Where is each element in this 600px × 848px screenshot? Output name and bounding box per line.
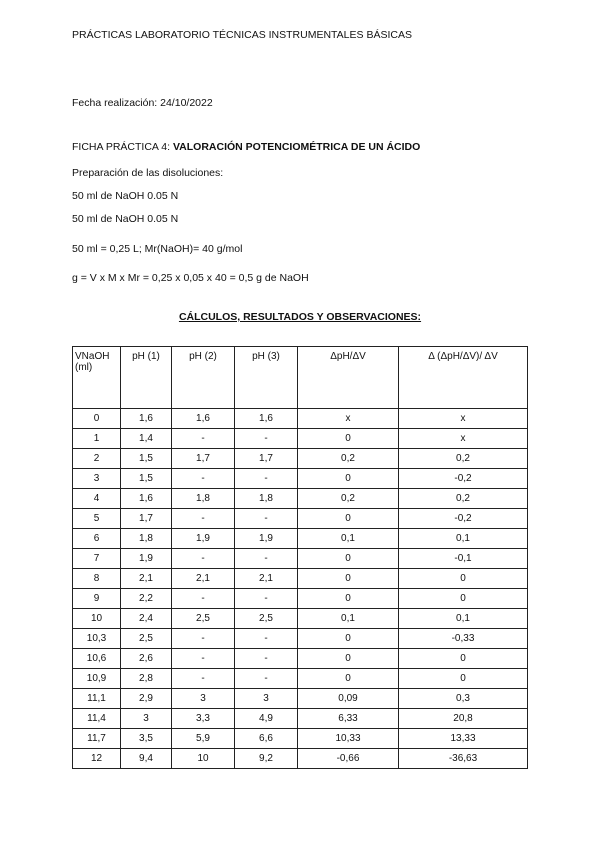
table-row — [73, 669, 528, 689]
table-cell: - — [235, 429, 298, 449]
prep-line-1: 50 ml de NaOH 0.05 N — [72, 190, 179, 202]
table-cell: - — [235, 509, 298, 529]
table-cell: 1,5 — [121, 449, 172, 469]
table-cell: -0,1 — [399, 549, 528, 569]
table-cell: x — [399, 409, 528, 429]
table-cell: -0,2 — [399, 509, 528, 529]
table-cell: 2,1 — [235, 569, 298, 589]
table-cell: - — [235, 469, 298, 489]
table-cell: 6 — [73, 529, 121, 549]
table-cell: 3 — [235, 689, 298, 709]
table-cell: 12 — [73, 749, 121, 769]
document-header: PRÁCTICAS LABORATORIO TÉCNICAS INSTRUMENTALES BÁSICAS — [72, 29, 412, 41]
date-line: Fecha realización: 24/10/2022 — [72, 97, 213, 109]
table-cell: - — [172, 509, 235, 529]
table-row — [73, 529, 528, 549]
prep-line-4: g = V x M x Mr = 0,25 x 0,05 x 40 = 0,5 g de NaOH — [72, 272, 309, 284]
table-cell: 0 — [298, 649, 399, 669]
table-cell: 3,5 — [121, 729, 172, 749]
table-cell: 13,33 — [399, 729, 528, 749]
table-cell: 0 — [298, 429, 399, 449]
prep-line-3: 50 ml = 0,25 L; Mr(NaOH)= 40 g/mol — [72, 243, 243, 255]
table-cell: 1,6 — [121, 409, 172, 429]
table-cell: 1,9 — [121, 549, 172, 569]
table-cell: - — [235, 669, 298, 689]
table-row — [73, 729, 528, 749]
table-cell: 1,6 — [121, 489, 172, 509]
practice-name: VALORACIÓN POTENCIOMÉTRICA DE UN ÁCIDO — [172, 141, 421, 153]
header-ph3: pH (3) — [235, 347, 298, 409]
table-row — [73, 569, 528, 589]
practice-title — [72, 141, 420, 153]
table-cell: - — [172, 589, 235, 609]
header-ph2: pH (2) — [172, 347, 235, 409]
table-cell: 1,9 — [235, 529, 298, 549]
table-cell: 2,4 — [121, 609, 172, 629]
table-row — [73, 709, 528, 729]
table-cell: 1,6 — [172, 409, 235, 429]
table-cell: 1,8 — [121, 529, 172, 549]
table-cell: 0,2 — [399, 449, 528, 469]
table-cell: 3 — [73, 469, 121, 489]
table-cell: 2,5 — [121, 629, 172, 649]
table-cell: 0,1 — [399, 529, 528, 549]
table-cell: 0 — [298, 629, 399, 649]
table-row — [73, 469, 528, 489]
table-cell: 6,33 — [298, 709, 399, 729]
table-cell: 0,1 — [399, 609, 528, 629]
table-cell: 10,6 — [73, 649, 121, 669]
table-cell: 0 — [399, 649, 528, 669]
table-row — [73, 629, 528, 649]
table-cell: 3,3 — [172, 709, 235, 729]
table-cell: - — [235, 629, 298, 649]
table-row — [73, 509, 528, 529]
table-cell: 5,9 — [172, 729, 235, 749]
table-cell: 0 — [298, 589, 399, 609]
table-cell: 1,7 — [121, 509, 172, 529]
table-cell: - — [235, 549, 298, 569]
table-cell: x — [399, 429, 528, 449]
table-cell: -0,33 — [399, 629, 528, 649]
table-cell: 1,7 — [235, 449, 298, 469]
table-cell: - — [172, 549, 235, 569]
header-dph-dv: ΔpH/ΔV — [298, 347, 399, 409]
table-header-row — [73, 347, 528, 409]
table-cell: 1,4 — [121, 429, 172, 449]
table-cell: 0,2 — [298, 449, 399, 469]
table-row — [73, 689, 528, 709]
prep-line-2: 50 ml de NaOH 0.05 N — [72, 213, 179, 225]
table-cell: 0,1 — [298, 529, 399, 549]
table-cell: 0,3 — [399, 689, 528, 709]
table-cell: - — [172, 629, 235, 649]
table-cell: 2,6 — [121, 649, 172, 669]
table-cell: 0,2 — [298, 489, 399, 509]
table-cell: 10 — [172, 749, 235, 769]
table-cell: 2 — [73, 449, 121, 469]
table-cell: 0,1 — [298, 609, 399, 629]
table-cell: 11,7 — [73, 729, 121, 749]
table-cell: 11,4 — [73, 709, 121, 729]
prep-label: Preparación de las disoluciones: — [72, 167, 224, 179]
table-row — [73, 749, 528, 769]
table-row — [73, 609, 528, 629]
table-cell: 1,7 — [172, 449, 235, 469]
practice-prefix: FICHA PRÁCTICA 4: — [72, 141, 173, 153]
header-vnaoh: VNaOH (ml) — [73, 347, 121, 409]
table-cell: 0 — [298, 469, 399, 489]
table-cell: 0 — [399, 589, 528, 609]
table-row — [73, 549, 528, 569]
table-cell: 1,9 — [172, 529, 235, 549]
table-cell: -36,63 — [399, 749, 528, 769]
table-cell: 9,2 — [235, 749, 298, 769]
table-cell: 2,1 — [121, 569, 172, 589]
table-cell: - — [172, 469, 235, 489]
table-cell: 0,2 — [399, 489, 528, 509]
table-cell: 10,9 — [73, 669, 121, 689]
table-cell: 2,9 — [121, 689, 172, 709]
table-cell: 4 — [73, 489, 121, 509]
table-cell: 2,1 — [172, 569, 235, 589]
table-cell: - — [235, 649, 298, 669]
table-row — [73, 409, 528, 429]
table-cell: 11,1 — [73, 689, 121, 709]
table-cell: 10,33 — [298, 729, 399, 749]
table-row — [73, 589, 528, 609]
table-cell: 0 — [73, 409, 121, 429]
table-cell: 0 — [399, 569, 528, 589]
table-cell: 0 — [298, 569, 399, 589]
table-cell: 1 — [73, 429, 121, 449]
table-cell: 0 — [399, 669, 528, 689]
table-cell: 0 — [298, 509, 399, 529]
table-cell: 9 — [73, 589, 121, 609]
table-cell: 2,5 — [235, 609, 298, 629]
table-cell: -0,2 — [399, 469, 528, 489]
table-cell: 10,3 — [73, 629, 121, 649]
table-cell: - — [172, 649, 235, 669]
table-cell: 1,6 — [235, 409, 298, 429]
table-cell: -0,66 — [298, 749, 399, 769]
table-cell: 1,8 — [235, 489, 298, 509]
table-cell: 4,9 — [235, 709, 298, 729]
table-cell: 2,8 — [121, 669, 172, 689]
table-cell: x — [298, 409, 399, 429]
table-cell: 1,8 — [172, 489, 235, 509]
header-ph1: pH (1) — [121, 347, 172, 409]
table-cell: 3 — [121, 709, 172, 729]
table-cell: 3 — [172, 689, 235, 709]
table-row — [73, 649, 528, 669]
table-cell: - — [172, 429, 235, 449]
table-cell: 9,4 — [121, 749, 172, 769]
table-row — [73, 449, 528, 469]
table-cell: 1,5 — [121, 469, 172, 489]
table-cell: - — [235, 589, 298, 609]
section-title: CÁLCULOS, RESULTADOS Y OBSERVACIONES: — [178, 311, 422, 323]
table-cell: 6,6 — [235, 729, 298, 749]
table-cell: 5 — [73, 509, 121, 529]
table-cell: 2,2 — [121, 589, 172, 609]
table-cell: 20,8 — [399, 709, 528, 729]
table-cell: 2,5 — [172, 609, 235, 629]
table-cell: 0 — [298, 549, 399, 569]
table-cell: 8 — [73, 569, 121, 589]
results-table — [72, 346, 528, 769]
table-row — [73, 489, 528, 509]
table-cell: 7 — [73, 549, 121, 569]
table-cell: - — [172, 669, 235, 689]
table-row — [73, 429, 528, 449]
table-cell: 10 — [73, 609, 121, 629]
table-cell: 0,09 — [298, 689, 399, 709]
header-second-derivative: Δ (ΔpH/ΔV)/ ΔV — [399, 347, 528, 409]
table-cell: 0 — [298, 669, 399, 689]
